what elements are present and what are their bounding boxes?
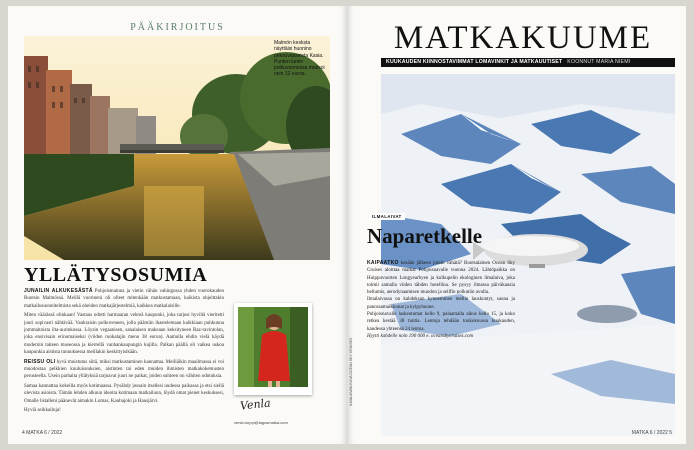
section-masthead: MATKAKUUME: [393, 20, 653, 56]
editor-signature: Venla: [239, 396, 272, 413]
article-title: Naparetkelle: [367, 224, 483, 248]
editor-portrait: [238, 307, 308, 387]
paragraph: Ilmalaivassa on kahdeksan kynnemmen mellin lauskuntyt, sauna ja panoraamaikkunat ja kylpyhuone.: [367, 297, 515, 310]
editorial-body: [24, 288, 224, 417]
masthead-tagline-bar: [381, 58, 675, 67]
tagline: KUUKAUDEN KIINNOSTAVIMMAT LOMAVINKIT JA MATKAUUTISET: [386, 59, 563, 65]
paragraph: KAIPAATKO kesään jälkeen jotain vähätä? Ruotsalainen Ocean Sky Cruises aloittaa matkat Pohjoisnavalle vuonna 2024. Lähtöpaikka on Huippuvuorten Longyearbyen ja kulkupelin ekologinen ilmalaiva, joka toimii samalla viiden tähden hotellina. Se pysyy ilmassa päiväkausia heliumis, aerodynaamisen muodon ja sellfin polkutön avulla.: [367, 260, 515, 296]
editor-portrait-polaroid: [234, 303, 312, 395]
section-kicker: PÄÄKIRJOITUS: [130, 22, 225, 33]
page-folio-left: 4 MATKA 6 / 2022: [22, 430, 63, 436]
page-folio-right: MATKA 6 / 2022 5: [631, 430, 672, 436]
section-tag: ILMALAIVAT: [369, 213, 405, 220]
byline: KOONNUT MARIA NIEMI: [567, 59, 631, 65]
arctic-airship-photo: [381, 74, 675, 436]
paragraph: Hyviä seikkailuja!: [24, 408, 61, 414]
paragraph: JUNAILIN ALKUKESÄSTÄ Pohjoismainna ja vietin vähän vahingossa yhden vuorokauden Ruotsin Malmössä. Meillä vuorineni oli olleet mitenkään matkustamaan, kaikista ohjeittakin matkailusuunnitelmista sekä oheiden matkajärjestelmiä, kaikkea matkalaisille.: [24, 288, 224, 309]
price-line: Hyytti kahdelle noin 190 000 e. oceanskycruises.com: [367, 333, 474, 339]
photo-caption: Malmön kesksta näyttäisi huonino peksuvasseista Kasia. Punten lumin polkuvuonossa maksoi noin 12 euroa.: [274, 40, 325, 78]
article-body: [367, 260, 515, 340]
malmo-canal-photo: [24, 36, 330, 260]
editorial-title: YLLÄTYSOSUMIA: [24, 264, 208, 286]
editorial-page: [8, 6, 347, 444]
magazine-spread: [8, 6, 686, 444]
paragraph: Samaa kannattaa kokeilla myös kotimaassa. Pysähdy jossain itsellesi uudessa paikassa ja etsi siellä olevista asioista. Tämän lehden alkuun ideoita kotimaan matkailuun, löydä omat pienet keskuksesi, Omalle listalleni päänevät aimakin Lomas, Kaubajoki ja Hausjärvi.: [24, 383, 224, 404]
paragraph: Miten väärässä olinkaan! Vastaus odotti harmaaran vehreä kaupunki, joka tarjosi hyviltä vieritetti juuri sopivasti nähtävää. Vaukraisin polkuveneen, jolla päämiin ihastelemaan kaikkiaan puhkunna jommaitoista ilta-aurinkossa. Löysin vegaanisen, sanalaisen makeaan keksityneen Raz-ravintolan, joka ensivisain erinomaiseksi (viiden ruokalajin menu 38 euroa). Aamulla ehdin vielä käydä modernin taiteen museossa ja kierrellä vanhankaupungin kujilla. Palkan päällä oli vaikea uskoa kaupunkia aistista tunnuksessa meillakin keskittyisikään.: [24, 313, 224, 356]
paragraph: Pohjoisnavalle laskeutumat kello 9, palaamalla aikus kello 15, ja koko retkea kestää 38 tuntia. Lentoja tehdään toukokuussa kuukauden, kaudessa yhteensä 24 lentoa.: [367, 312, 515, 332]
editor-email: venla.turppi@lagusmatka.com: [234, 420, 288, 425]
paragraph: REISSU OLI hyvä muistutus siitä, miksi matkustaminen kannattaa. Meilläikin maailmassa ei voi muodostaa pelkkien kuuluisuuksien, aistinten tai eden muiden ihmisten matkakokemusten perusteella. Usein parhaita yllätyksiä tarjoavat juuri ne paikat, joiden suhteen on vähiten odotuksia.: [24, 358, 224, 380]
news-page: [347, 6, 686, 444]
photo-credit: ILMALAIVAN KUVA OCEAN SKY CRUISES: [349, 337, 353, 406]
